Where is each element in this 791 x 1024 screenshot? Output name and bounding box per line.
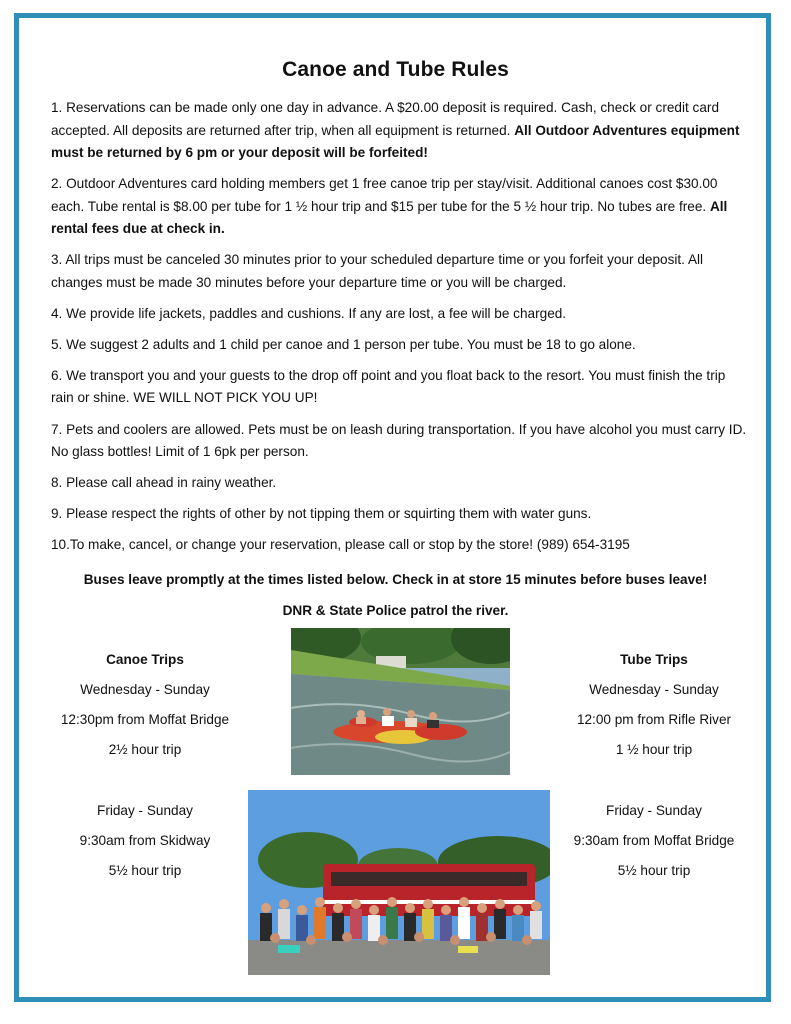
tube-weekend-time: 9:30am from Moffat Bridge xyxy=(573,833,735,848)
rule-item: 4. We provide life jackets, paddles and cushions. If any are lost, a fee will be charged. xyxy=(51,305,567,321)
patrol-notice: DNR & State Police patrol the river. xyxy=(282,603,509,618)
rule-item: 1. Reservations can be made only one day in advance. A $20.00 deposit is required. Cash, check or credit card accepted. All deposits are returned after trip, when all equipment is returned. All Outdoor Adventures equipment must be returned by 6 pm or your deposit will be forfeited! xyxy=(51,100,740,160)
canoe-weekend-length: 5½ hour trip xyxy=(108,863,182,878)
canoe-weekday-length: 2½ hour trip xyxy=(108,742,182,757)
canoe-weekend-time: 9:30am from Skidway xyxy=(79,833,211,848)
tube-weekend-length: 5½ hour trip xyxy=(617,863,691,878)
rule-item: 8. Please call ahead in rainy weather. xyxy=(51,475,277,491)
rule-item: 7. Pets and coolers are allowed. Pets must be on leash during transportation. If you have alcohol you must carry ID. No glass bottles! Limit of 1 6pk per person. xyxy=(51,421,747,460)
rule-item: 6. We transport you and your guests to the drop off point and you float back to the resort. You must finish the trip rain or shine. WE WILL NOT PICK YOU UP! xyxy=(51,367,726,406)
rule-item: 5. We suggest 2 adults and 1 child per canoe and 1 person per tube. You must be 18 to go alone. xyxy=(51,336,636,352)
tube-trips-heading: Tube Trips xyxy=(620,652,688,667)
page-title: Canoe and Tube Rules xyxy=(282,58,509,81)
canoe-weekday-schedule xyxy=(40,645,250,765)
river-tubing-photo xyxy=(291,628,510,775)
tube-weekday-length: 1 ½ hour trip xyxy=(615,742,693,757)
group-bus-illustration xyxy=(248,790,550,975)
river-tubing-illustration xyxy=(291,628,510,775)
tube-weekday-days: Wednesday - Sunday xyxy=(589,682,719,697)
canoe-weekday-time: 12:30pm from Moffat Bridge xyxy=(60,712,230,727)
canoe-weekend-schedule xyxy=(40,796,250,886)
group-bus-photo xyxy=(248,790,550,975)
rule-item: 10.To make, cancel, or change your reservation, please call or stop by the store! (989) 654-3195 xyxy=(51,537,630,553)
bus-notice: Buses leave promptly at the times listed below. Check in at store 15 minutes before buses leave! xyxy=(83,572,708,587)
tube-weekday-schedule xyxy=(549,645,759,765)
canoe-trips-heading: Canoe Trips xyxy=(106,652,184,667)
tube-weekend-days: Friday - Sunday xyxy=(606,803,702,818)
rules-list xyxy=(51,97,751,565)
tube-weekday-time: 12:00 pm from Rifle River xyxy=(576,712,732,727)
canoe-weekday-days: Wednesday - Sunday xyxy=(80,682,210,697)
canoe-weekend-days: Friday - Sunday xyxy=(97,803,193,818)
rule-item: 9. Please respect the rights of other by not tipping them or squirting them with water guns. xyxy=(51,506,592,522)
rule-item: 2. Outdoor Adventures card holding members get 1 free canoe trip per stay/visit. Additional canoes cost $30.00 each. Tube rental is $8.00 per tube for 1 ½ hour trip and $15 per tube for the 5 ½ hour trip. No tubes are free. All rental fees due at check in. xyxy=(51,176,728,237)
rule-item: 3. All trips must be canceled 30 minutes prior to your scheduled departure time or you forfeit your deposit. All changes must be made 30 minutes before your departure time or you will be charged. xyxy=(51,252,704,290)
tube-weekend-schedule xyxy=(549,796,759,886)
